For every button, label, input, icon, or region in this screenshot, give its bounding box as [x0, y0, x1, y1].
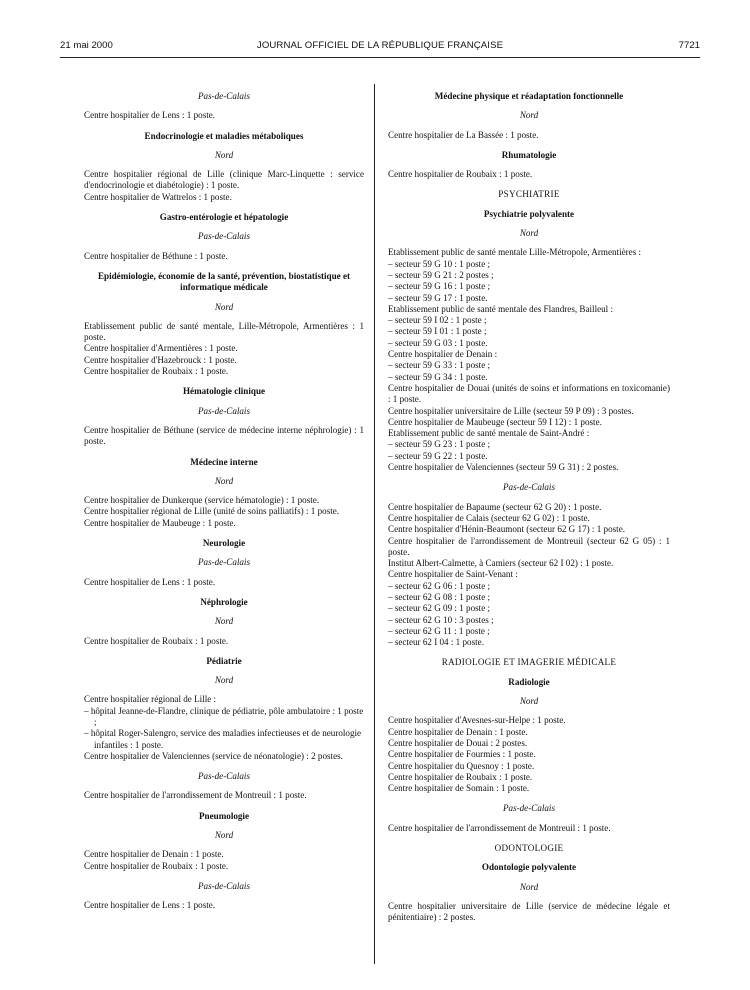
list-item: – secteur 59 G 17 : 1 poste. — [388, 292, 488, 303]
region-heading: Nord — [519, 228, 539, 239]
region-heading: Pas-de-Calais — [502, 482, 556, 493]
region-heading: Pas-de-Calais — [197, 771, 251, 782]
entry-paragraph: Centre hospitalier régional de Lille : — [84, 694, 217, 705]
entry-paragraph: Centre hospitalier universitaire de Lille (secteur 59 P 09) : 3 postes. — [388, 405, 634, 416]
section-heading: Médecine physique et réadaptation fonctionnelle — [434, 91, 624, 101]
list-item: – secteur 62 I 04 : 1 poste. — [388, 637, 484, 648]
list-item: – secteur 59 G 34 : 1 poste. — [388, 371, 488, 382]
region-heading: Nord — [519, 110, 539, 121]
region-heading: Nord — [214, 616, 234, 627]
region-heading: Pas-de-Calais — [197, 231, 251, 242]
entry-paragraph: Centre hospitalier d'Hazebrouck : 1 poste. — [84, 354, 237, 365]
header-date: 21 mai 2000 — [60, 40, 113, 51]
entry-paragraph: Centre hospitalier de Roubaix : 1 poste. — [84, 366, 229, 377]
spacer — [84, 529, 364, 538]
entry-paragraph: Centre hospitalier de Fourmies : 1 poste. — [388, 749, 536, 760]
entry-paragraph: Centre hospitalier de Denain : 1 poste. — [84, 849, 224, 860]
spacer — [388, 180, 670, 189]
region-heading: Nord — [214, 830, 234, 841]
discipline-heading: PSYCHIATRIE — [498, 189, 560, 200]
entry-paragraph: Centre hospitalier de Dunkerque (service hématologie) : 1 poste. — [84, 495, 320, 506]
entry-paragraph: Centre hospitalier de Roubaix : 1 poste. — [84, 860, 229, 871]
entry-paragraph: Centre hospitalier de Béthune (service de médecine interne néphrologie) : 1 poste. — [84, 424, 364, 447]
entry-paragraph: Centre hospitalier régional de Lille (clinique Marc-Linquette : service d'endocrinologie et diabétologie) : 1 poste. — [84, 169, 364, 191]
list-item: – secteur 62 G 11 : 1 poste ; — [388, 625, 490, 636]
spacer — [84, 448, 364, 457]
spacer — [388, 648, 670, 657]
entry-paragraph: Centre hospitalier de Denain : 1 poste. — [388, 726, 528, 737]
entry-paragraph: Etablissement public de santé mentale Lille-Métropole, Armentières : — [388, 247, 642, 258]
list-item: – hôpital Roger-Salengro, service des maladies infectieuses et de neurologie infantiles : 1 poste. — [84, 728, 362, 750]
entry-paragraph: Centre hospitalier de Valenciennes (secteur 59 G 31) : 2 postes. — [388, 462, 619, 473]
section-heading: Endocrinologie et maladies métaboliques — [144, 130, 304, 141]
spacer — [84, 377, 364, 386]
column-divider — [374, 84, 375, 964]
region-heading: Nord — [214, 475, 234, 486]
entry-paragraph: Centre hospitalier de Saint-Venant : — [388, 569, 518, 580]
list-item: – secteur 59 G 10 : 1 poste ; — [388, 258, 491, 269]
entry-paragraph: Centre hospitalier de Bapaume (secteur 62 G 20) : 1 poste. — [388, 501, 602, 512]
entry-paragraph: Centre hospitalier de Maubeuge : 1 poste. — [84, 517, 236, 528]
discipline-heading: ODONTOLOGIE — [494, 843, 564, 854]
region-heading: Nord — [214, 149, 234, 160]
entry-paragraph: Centre hospitalier de l'arrondissement de Montreuil : 1 poste. — [84, 790, 307, 801]
section-heading: Neurologie — [202, 538, 246, 549]
spacer — [84, 647, 364, 656]
list-item: – secteur 59 I 01 : 1 poste ; — [388, 326, 487, 337]
list-item: – secteur 62 G 08 : 1 poste ; — [388, 591, 491, 602]
spacer — [388, 834, 670, 843]
entry-paragraph: Centre hospitalier de Douai (unités de soins et informations en toxicomanie) : 1 poste. — [388, 382, 670, 405]
list-item: – secteur 62 G 06 : 1 poste ; — [388, 580, 491, 591]
region-heading: Nord — [214, 675, 234, 686]
list-item: – secteur 59 G 21 : 2 postes ; — [388, 269, 494, 280]
entry-paragraph: Centre hospitalier de Somain : 1 poste. — [388, 783, 530, 794]
list-item: – hôpital Jeanne-de-Flandre, clinique de pédiatrie, pôle ambulatoire : 1 poste ; — [84, 705, 364, 727]
entry-paragraph: Centre hospitalier de Béthune : 1 poste. — [84, 250, 228, 261]
entry-paragraph: Centre hospitalier d'Hénin-Beaumont (secteur 62 G 17) : 1 poste. — [388, 524, 626, 535]
entry-paragraph: Etablissement public de santé mentale des Flandres, Bailleul : — [388, 303, 614, 314]
spacer — [388, 141, 670, 150]
section-heading: Rhumatologie — [501, 149, 557, 160]
entry-paragraph: Centre hospitalier du Quesnoy : 1 poste. — [388, 760, 535, 771]
section-heading: Odontologie polyvalente — [481, 862, 577, 873]
discipline-heading: RADIOLOGIE ET IMAGERIE MÉDICALE — [441, 657, 617, 668]
list-item: – secteur 59 G 22 : 1 poste. — [388, 450, 488, 461]
entry-paragraph: Centre hospitalier d'Avesnes-sur-Helpe : 1 poste. — [388, 715, 566, 726]
region-heading: Pas-de-Calais — [197, 880, 251, 891]
list-item: – secteur 59 G 33 : 1 poste ; — [388, 360, 491, 371]
spacer — [84, 122, 364, 131]
entry-paragraph: Institut Albert-Calmette, à Camiers (secteur 62 I 02) : 1 poste. — [388, 558, 614, 569]
header-rule — [60, 57, 700, 58]
list-item: – secteur 59 I 02 : 1 poste ; — [388, 315, 487, 326]
section-heading: Hématologie clinique — [182, 386, 266, 397]
spacer — [84, 762, 364, 771]
entry-paragraph: Centre hospitalier de Roubaix : 1 poste. — [388, 771, 533, 782]
region-heading: Pas-de-Calais — [197, 405, 251, 416]
entry-paragraph: Centre hospitalier de Valenciennes (service de néonatologie) : 2 postes. — [84, 750, 343, 761]
left-column — [84, 91, 364, 912]
entry-paragraph: Etablissement public de santé mentale, Lille-Métropole, Armentières : 1 poste. — [84, 320, 364, 343]
region-heading: Pas-de-Calais — [502, 803, 556, 814]
entry-paragraph: Centre hospitalier de l'arrondissement de Montreuil (secteur 62 G 05) : 1 poste. — [388, 535, 670, 557]
entry-paragraph: Centre hospitalier de Douai : 2 postes. — [388, 737, 528, 748]
region-heading: Nord — [519, 881, 539, 892]
spacer — [84, 872, 364, 881]
entry-paragraph: Centre hospitalier de Calais (secteur 62 G 02) : 1 poste. — [388, 512, 590, 523]
section-heading: Pédiatrie — [206, 655, 242, 666]
list-item: – secteur 59 G 23 : 1 poste ; — [388, 439, 491, 450]
section-heading: Médecine interne — [190, 456, 258, 467]
entry-paragraph: Centre hospitalier de La Bassée : 1 poste. — [388, 129, 539, 140]
spacer — [84, 203, 364, 212]
entry-paragraph: Centre hospitalier de Roubaix : 1 poste. — [388, 169, 533, 180]
section-heading: Epidémiologie, économie de la santé, prévention, biostatistique et informatique médicale — [97, 270, 351, 293]
section-heading: Gastro-entérologie et hépatologie — [159, 212, 289, 223]
spacer — [84, 588, 364, 597]
list-item: – secteur 59 G 16 : 1 poste ; — [388, 281, 491, 292]
section-heading: Psychiatrie polyvalente — [483, 208, 575, 219]
header-page-number: 7721 — [678, 40, 700, 51]
list-item: – secteur 62 G 09 : 1 poste ; — [388, 603, 491, 614]
list-item: – secteur 62 G 10 : 3 postes ; — [388, 614, 494, 625]
entry-paragraph: Centre hospitalier d'Armentières : 1 poste. — [84, 343, 238, 354]
entry-paragraph: Centre hospitalier de Lens : 1 poste. — [84, 110, 216, 121]
page-header — [60, 40, 700, 54]
section-heading: Néphrologie — [200, 596, 248, 607]
entry-paragraph: Centre hospitalier de Lens : 1 poste. — [84, 576, 216, 587]
region-heading: Pas-de-Calais — [197, 91, 251, 101]
entry-paragraph: Centre hospitalier de Denain : — [388, 349, 498, 360]
spacer — [388, 794, 670, 803]
region-heading: Nord — [214, 301, 234, 312]
section-heading: Pneumologie — [198, 810, 249, 821]
region-heading: Nord — [519, 696, 539, 707]
entry-paragraph: Centre hospitalier de l'arrondissement de Montreuil : 1 poste. — [388, 822, 611, 833]
spacer — [388, 473, 670, 482]
header-title: JOURNAL OFFICIEL DE LA RÉPUBLIQUE FRANÇAISE — [256, 40, 504, 51]
entry-paragraph: Centre hospitalier de Wattrelos : 1 poste. — [84, 191, 232, 202]
entry-paragraph: Centre hospitalier universitaire de Lille (service de médecine légale et pénitentiaire) : 2 postes. — [388, 900, 670, 923]
list-item: – secteur 59 G 03 : 1 poste. — [388, 337, 488, 348]
spacer — [84, 262, 364, 271]
entry-paragraph: Centre hospitalier de Maubeuge (secteur 59 I 12) : 1 poste. — [388, 416, 602, 427]
spacer — [84, 802, 364, 811]
right-column — [388, 91, 670, 924]
section-heading: Radiologie — [508, 676, 550, 687]
entry-paragraph: Centre hospitalier de Lens : 1 poste. — [84, 900, 216, 911]
entry-paragraph: Centre hospitalier régional de Lille (unité de soins palliatifs) : 1 poste. — [84, 506, 340, 517]
entry-paragraph: Centre hospitalier de Roubaix : 1 poste. — [84, 635, 229, 646]
region-heading: Pas-de-Calais — [197, 557, 251, 568]
entry-paragraph: Etablissement public de santé mentale de Saint-André : — [388, 428, 590, 439]
